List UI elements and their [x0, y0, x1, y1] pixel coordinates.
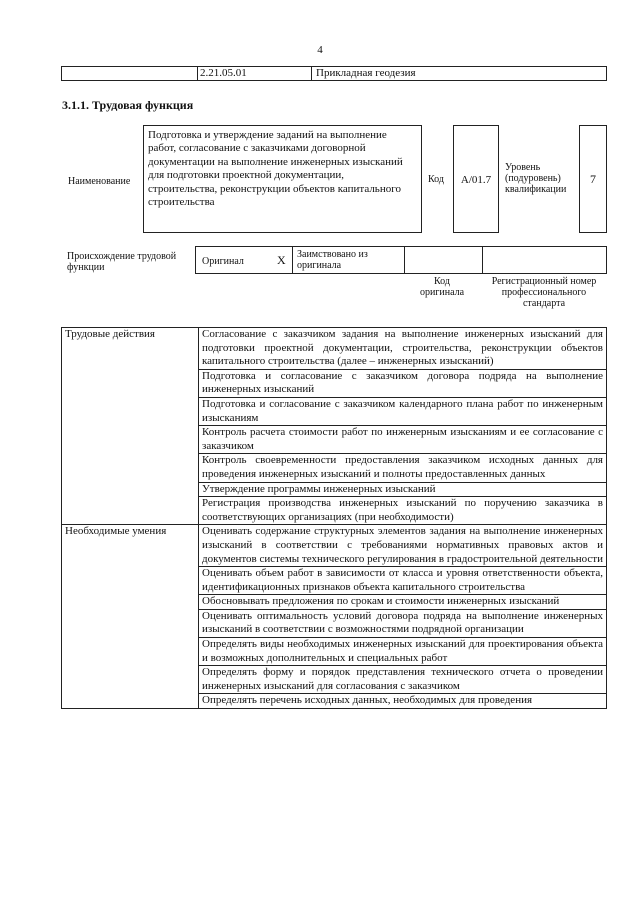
origin-divider	[404, 247, 405, 273]
function-name-text: Подготовка и утверждение заданий на выполнение работ, согласование с заказчиками договорной документации на выполнение инженерных изысканий для подготовки проектной документации, строительства, реконструкции объектов капитального строительства	[148, 129, 403, 209]
borrowed-label: Заимствовано из оригинала	[297, 249, 368, 271]
code-label: Код	[428, 174, 444, 185]
labor-action-item: Контроль расчета стоимости работ по инженерным изысканиям и ее согласование с заказчиком	[199, 426, 607, 454]
header-code: 2.21.05.01	[197, 67, 312, 80]
origin-divider	[482, 247, 483, 273]
origin-label: Происхождение трудовой функции	[67, 251, 177, 273]
labor-action-item: Подготовка и согласование с заказчиком календарного плана работ по инженерным изысканиям	[199, 397, 607, 425]
code-box	[453, 125, 499, 233]
original-label: Оригинал	[202, 256, 244, 267]
table-row	[62, 328, 607, 370]
skill-item: Оценивать оптимальность условий договора подряда на выполнение инженерных изысканий в соответствии с возможностями подрядной организации	[199, 609, 607, 637]
required-skills-label: Необходимые умения	[62, 525, 199, 709]
section-title: 3.1.1. Трудовая функция	[62, 98, 194, 112]
labor-action-item: Регистрация производства инженерных изысканий по поручению заказчика в соответствующих организациях (при необходимости)	[199, 497, 607, 525]
skill-item: Оценивать объем работ в зависимости от класса и уровня ответственности объекта, идентификационных признаков объекта капитального строительства	[199, 567, 607, 595]
labor-actions-label: Трудовые действия	[62, 328, 199, 525]
function-details-table	[61, 327, 607, 709]
labor-action-item: Подготовка и согласование с заказчиком договора подряда на выполнение инженерных изысканий	[199, 369, 607, 397]
code-value: A/01.7	[460, 174, 492, 186]
skill-item: Определять форму и порядок представления технического отчета о проведении инженерных изысканий для согласования с заказчиком	[199, 666, 607, 694]
level-label: Уровень (подуровень) квалификации	[505, 162, 567, 195]
origin-divider	[292, 247, 293, 273]
labor-action-item: Согласование с заказчиком задания на выполнение инженерных изысканий для подготовки проектной документации, строительства, реконструкции объектов капитального строительства (далее – инженерных изысканий)	[199, 328, 607, 370]
name-label: Наименование	[68, 176, 131, 187]
level-value: 7	[590, 172, 596, 186]
level-box	[579, 125, 607, 233]
code-original-caption: Код оригинала	[419, 276, 465, 298]
skill-item: Обосновывать предложения по срокам и стоимости инженерных изысканий	[199, 595, 607, 610]
labor-action-item: Контроль своевременности предоставления заказчиком исходных данных для проведения инженерных изысканий и полноты предоставленных данных	[199, 454, 607, 482]
table-row	[62, 525, 607, 567]
skill-item: Оценивать содержание структурных элементов задания на выполнение инженерных изысканий в соответствии с требованиями нормативных правовых актов и документов системы технического регулирования в градостроительной деятельности	[199, 525, 607, 567]
reg-number-caption: Регистрационный номер профессионального стандарта	[491, 276, 597, 309]
header-blank-cell	[62, 67, 198, 80]
function-name-box	[143, 125, 422, 233]
skill-item: Определять виды необходимых инженерных изысканий для проектирования объекта и возможных дополнительных и специальных работ	[199, 638, 607, 666]
page-number: 4	[317, 44, 323, 56]
header-row	[61, 66, 607, 81]
original-mark: X	[277, 253, 286, 267]
origin-row	[195, 246, 607, 274]
skill-item: Определять перечень исходных данных, необходимых для проведения	[199, 694, 607, 709]
header-name: Прикладная геодезия	[316, 67, 416, 79]
labor-action-item: Утверждение программы инженерных изысканий	[199, 482, 607, 497]
